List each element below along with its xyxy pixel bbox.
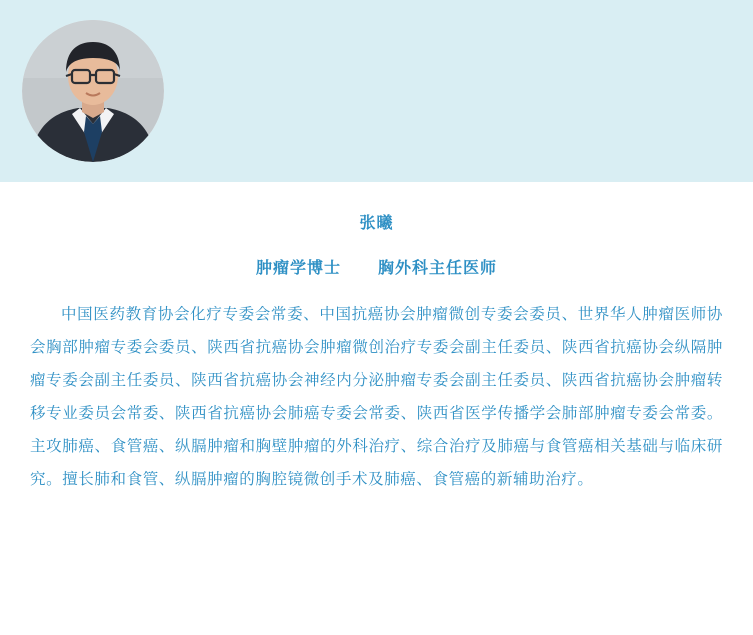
doctor-bio: 中国医药教育协会化疗专委会常委、中国抗癌协会肿瘤微创专委会委员、世界华人肿瘤医师协会胸部肿瘤专委会委员、陕西省抗癌协会肿瘤微创治疗专委会副主任委员、陕西省抗癌协会纵隔肿瘤专委会副主任委员、陕西省抗癌协会神经内分泌肿瘤专委会副主任委员、陕西省抗癌协会肿瘤转移专业委员会常委、陕西省抗癌协会肺癌专委会常委、陕西省医学传播学会肺部肿瘤专委会常委。主攻肺癌、食管癌、纵膈肿瘤和胸壁肿瘤的外科治疗、综合治疗及肺癌与食管癌相关基础与临床研究。擅长肺和食管、纵膈肿瘤的胸腔镜微创手术及肺癌、食管癌的新辅助治疗。: [30, 306, 723, 488]
doctor-name: 张曦: [359, 215, 394, 232]
profile-content: [0, 182, 753, 496]
doctor-portrait-icon: [22, 20, 164, 162]
avatar: [22, 20, 164, 162]
doctor-degree: 肿瘤学博士: [256, 260, 342, 277]
doctor-titles: [0, 255, 753, 278]
doctor-position: 胸外科主任医师: [377, 260, 497, 277]
